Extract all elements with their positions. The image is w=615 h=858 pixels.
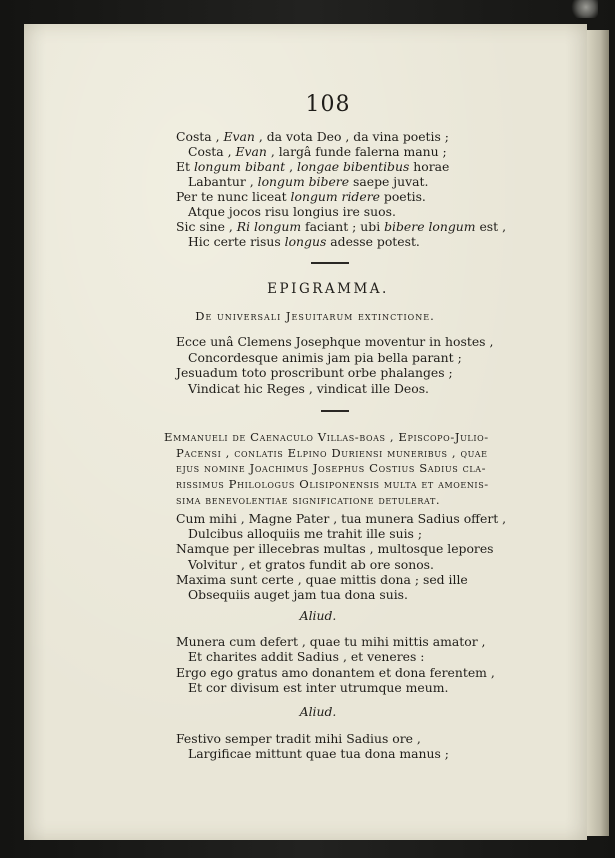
verse-line xyxy=(176,159,449,174)
verse-line xyxy=(176,129,449,144)
verse-italic-segment: longae bibentibus xyxy=(296,159,410,174)
verse-line xyxy=(176,511,506,526)
verse-italic-segment: longum bibant xyxy=(193,159,286,174)
section-divider xyxy=(311,262,349,264)
verse-line xyxy=(188,234,420,249)
verse-line xyxy=(188,174,428,189)
verse-segment: Ecce unâ Clemens Josephque moventur in hostes , xyxy=(176,334,494,349)
verse-line xyxy=(188,204,396,219)
verse-segment: Hic certe risus xyxy=(188,234,285,249)
verse-line xyxy=(176,665,495,680)
verse-line xyxy=(188,526,422,541)
verse-line xyxy=(188,557,434,572)
verse-line xyxy=(176,634,486,649)
verse-segment: Costa , xyxy=(188,144,236,159)
verse-italic-segment: longum ridere xyxy=(290,189,380,204)
verse-segment: Ergo ego gratus amo donantem et dona ferentem , xyxy=(176,664,495,680)
dedication-line: Emmanueli de Caenaculo Villas-boas , Episcopo-Julio- xyxy=(164,430,489,444)
verse-line xyxy=(188,350,462,365)
verse-segment: Cum mihi , Magne Pater , tua munera Sadius offert , xyxy=(176,511,507,526)
verse-line xyxy=(188,144,447,159)
dedication-line: ejus nomine Joachimus Josephus Costius Sadius cla- xyxy=(176,461,487,476)
dedication-line: rissimus Philologus Olisiponensis multa et amoenis- xyxy=(176,477,489,492)
verse-segment: horae xyxy=(409,159,450,174)
verse-segment: faciant ; ubi xyxy=(301,219,385,234)
dedication-line: Pacensi , conlatis Elpino Duriensi muneribus , quae xyxy=(176,445,488,460)
verse-segment: Et cor divisum est inter utrumque meum. xyxy=(188,679,449,695)
verse-line xyxy=(176,572,468,587)
verse-line xyxy=(176,731,421,746)
verse-segment: Per te nunc liceat xyxy=(176,189,291,204)
verse-segment: Costa , xyxy=(176,129,224,144)
verse-segment: Festivo semper tradit mihi Sadius ore , xyxy=(176,731,421,746)
verse-segment: saepe juvat. xyxy=(349,174,429,189)
verse-segment: , largâ funde falerna manu ; xyxy=(266,144,447,159)
verse-segment: Atque jocos risu longius ire suos. xyxy=(188,204,396,219)
aliud-heading-1: Aliud. xyxy=(299,608,337,623)
verse-segment: Labantur , xyxy=(188,174,258,189)
verse-segment: , xyxy=(285,159,297,174)
verse-segment: Sic sine , xyxy=(176,219,237,234)
verse-segment: Et charites addit Sadius , et veneres : xyxy=(188,649,425,665)
verse-line xyxy=(188,746,449,761)
section-divider xyxy=(321,410,349,412)
verse-italic-segment: longum bibere xyxy=(257,174,350,189)
verse-segment: Obsequiis auget jam tua dona suis. xyxy=(188,587,408,602)
verse-line xyxy=(188,680,448,695)
verse-italic-segment: longus xyxy=(284,234,327,249)
verse-segment: Munera cum defert , quae tu mihi mittis amator , xyxy=(176,634,486,649)
verse-line xyxy=(176,219,506,234)
verse-line xyxy=(188,381,429,396)
dedication-line: sima benevolentiae significatione detulerat. xyxy=(176,492,441,507)
verse-line xyxy=(176,365,453,380)
verse-segment: poetis. xyxy=(379,189,426,204)
epigram-subheading: De universali Jesuitarum extinctione. xyxy=(195,309,435,323)
verse-segment: Et xyxy=(176,159,194,174)
verse-italic-segment: bibere longum xyxy=(384,219,476,234)
verse-segment: Dulcibus alloquiis me trahit ille suis ; xyxy=(188,526,423,542)
verse-segment: Vindicat hic Reges , vindicat ille Deos. xyxy=(188,380,430,396)
verse-segment: Concordesque animis jam pia bella parant ; xyxy=(188,349,462,365)
verse-italic-segment: Evan xyxy=(223,129,255,144)
page-number: 108 xyxy=(305,92,351,117)
verse-line xyxy=(176,334,493,349)
verse-segment: Largificae mittunt quae tua dona manus ; xyxy=(188,746,449,762)
epigram-heading: EPIGRAMMA. xyxy=(267,281,389,297)
verse-italic-segment: Ri longum xyxy=(236,219,302,234)
verse-line xyxy=(188,649,424,664)
verse-italic-segment: Evan xyxy=(235,144,267,159)
verse-line xyxy=(176,541,494,556)
verse-segment: adesse potest. xyxy=(326,234,420,249)
verse-segment: est , xyxy=(475,219,507,234)
verse-segment: Maxima sunt certe , quae mittis dona ; sed ille xyxy=(176,571,468,587)
aliud-heading-2: Aliud. xyxy=(299,704,337,719)
verse-segment: Jesuadum toto proscribunt orbe phalanges ; xyxy=(176,365,453,380)
verse-line xyxy=(188,587,408,602)
verse-line xyxy=(176,189,426,204)
verse-segment: Volvitur , et gratos fundit ab ore sonos. xyxy=(188,556,434,572)
verse-segment: , da vota Deo , da vina poetis ; xyxy=(254,129,449,144)
verse-segment: Namque per illecebras multas , multosque lepores xyxy=(176,541,494,557)
